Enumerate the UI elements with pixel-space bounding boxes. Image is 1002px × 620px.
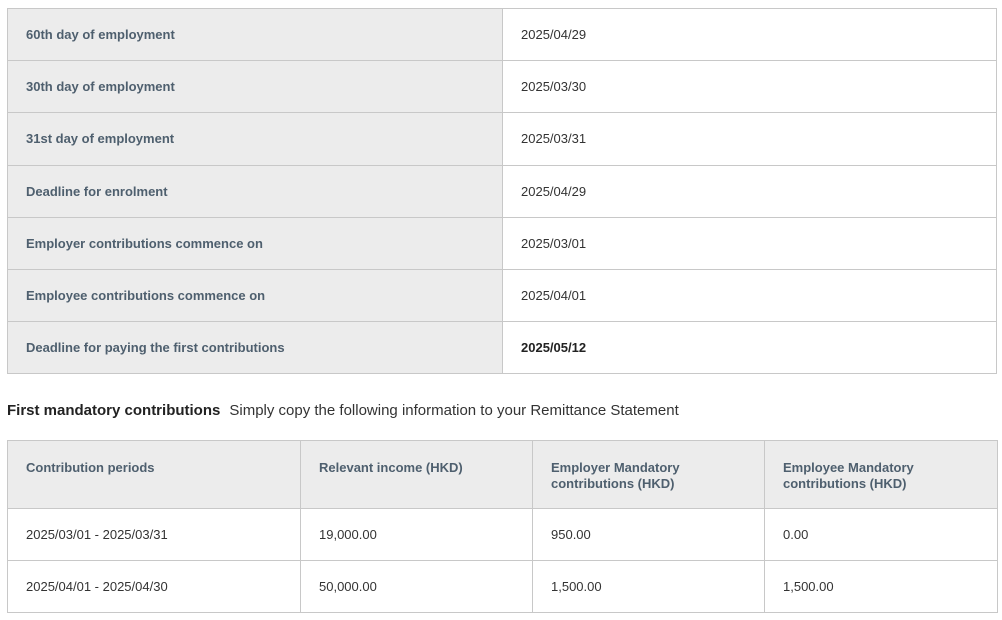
date-value: 2025/04/01 [503, 269, 997, 321]
table-row [8, 61, 997, 113]
date-label: 30th day of employment [8, 61, 503, 113]
table-row [8, 269, 997, 321]
column-header: Employer Mandatory contributions (HKD) [533, 441, 765, 509]
payment-deadline-value: 2025/05/12 [503, 322, 997, 374]
employer-contribution-cell: 950.00 [533, 509, 765, 561]
date-value: 2025/04/29 [503, 165, 997, 217]
first-contributions-heading [7, 402, 997, 420]
table-row [8, 113, 997, 165]
table-row [8, 322, 997, 374]
date-label: 60th day of employment [8, 9, 503, 61]
column-header: Relevant income (HKD) [301, 441, 533, 509]
table-row [8, 9, 997, 61]
contribution-period-cell: 2025/03/01 - 2025/03/31 [8, 509, 301, 561]
key-dates-table [7, 8, 997, 374]
table-row [8, 165, 997, 217]
table-row [8, 217, 997, 269]
date-value: 2025/03/31 [503, 113, 997, 165]
section-title: First mandatory contributions [7, 402, 221, 419]
date-label: Employee contributions commence on [8, 269, 503, 321]
date-label: Deadline for paying the first contributions [8, 322, 503, 374]
date-value: 2025/04/29 [503, 9, 997, 61]
date-label: Deadline for enrolment [8, 165, 503, 217]
relevant-income-cell: 19,000.00 [301, 509, 533, 561]
contribution-period-cell: 2025/04/01 - 2025/04/30 [8, 561, 301, 613]
table-header-row [8, 441, 998, 509]
section-subtitle: Simply copy the following information to your Remittance Statement [229, 402, 679, 419]
date-value: 2025/03/01 [503, 217, 997, 269]
date-label: 31st day of employment [8, 113, 503, 165]
date-value: 2025/03/30 [503, 61, 997, 113]
first-contributions-table [7, 440, 998, 613]
table-row [8, 509, 998, 561]
date-label: Employer contributions commence on [8, 217, 503, 269]
employee-contribution-cell: 1,500.00 [765, 561, 998, 613]
table-row [8, 561, 998, 613]
employer-contribution-cell: 1,500.00 [533, 561, 765, 613]
column-header: Contribution periods [8, 441, 301, 509]
relevant-income-cell: 50,000.00 [301, 561, 533, 613]
column-header: Employee Mandatory contributions (HKD) [765, 441, 998, 509]
employee-contribution-cell: 0.00 [765, 509, 998, 561]
